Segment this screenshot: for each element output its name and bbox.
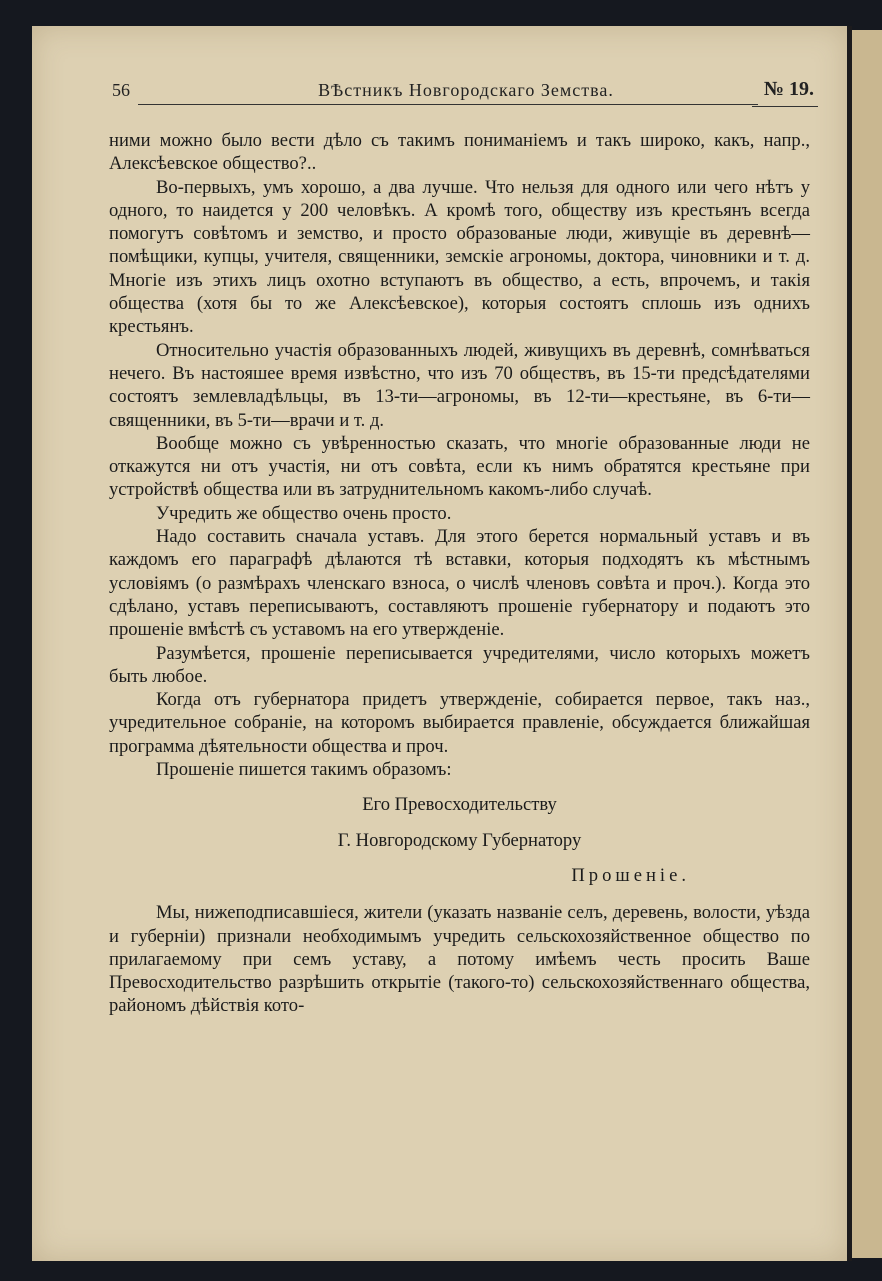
petition-title: Прошеніе. — [571, 864, 690, 886]
article-body — [109, 129, 810, 1018]
petition-text: Мы, нижеподписавшіеся, жители (указать названіе селъ, деревень, волости, уѣзда и губерніи) признали необходимымъ учредить сельскохозяйственное общество по прилагаемому при семъ уставу, а потому имѣемъ честь просить Ваше Превосходительство разрѣшить открытіе (такого-то) сельскохозяйственнаго общества, райономъ дѣйствія кото- — [109, 902, 810, 1017]
header-rule — [138, 104, 758, 105]
header-rule-right — [752, 106, 818, 107]
paragraph: Надо составить сначала уставъ. Для этого берется нормальный уставъ и въ каждомъ его параграфѣ дѣлаются тѣ вставки, которыя подходятъ къ мѣстнымъ условіямъ (о размѣрахъ членскаго взноса, о числѣ членовъ совѣта и проч.). Когда это сдѣлано, уставъ переписываютъ, составляютъ прошеніе губернатору и подаютъ это прошеніе вмѣстѣ съ уставомъ на его утвержденіе. — [109, 526, 810, 641]
paragraph: Когда отъ губернатора придетъ утвержденіе, собирается первое, такъ наз., учредительное собраніе, на которомъ выбирается правленіе, обсуждается ближайшая программа дѣятельности общества и проч. — [109, 689, 810, 757]
paragraph: Вообще можно съ увѣренностью сказать, что многіе образованные люди не откажутся ни отъ участія, ни отъ совѣта, если къ нимъ обратятся крестьяне при устройствѣ общества или въ затруднительномъ какомъ-либо случаѣ. — [109, 432, 810, 501]
page-number: 56 — [112, 80, 130, 100]
issue-number: № 19. — [763, 78, 814, 100]
address-line-2: Г. Новгородскому Губернатору — [337, 829, 582, 851]
journal-title: ВѢстникъ Новгородскаго Земства. — [318, 80, 614, 100]
paragraph: Относительно участія образованныхъ людей, живущихъ въ деревнѣ, сомнѣваться нечего. Въ настояшее время извѣстно, что изъ 70 обществъ, въ 15-ти предсѣдателями состоятъ землевладѣльцы, въ 13-ти—агрономы, въ 12-ти—крестьяне, въ 6-ти—священники, въ 5-ти—врачи и т. д. — [109, 339, 810, 431]
adjacent-page-edge — [851, 30, 882, 1258]
running-header — [112, 80, 820, 110]
paragraph: Учредить же общество очень просто. — [156, 502, 452, 524]
address-line-1: Его Превосходительству — [362, 794, 557, 816]
paragraph: Прошеніе пишется такимъ образомъ: — [156, 759, 452, 781]
paragraph: Разумѣется, прошеніе переписывается учредителями, число которыхъ можетъ быть любое. — [109, 642, 810, 687]
paragraph: ними можно было вести дѣло съ такимъ пониманіемъ и такъ широко, какъ, напр., Алексѣевское общество?.. — [109, 130, 810, 175]
paragraph: Во-первыхъ, умъ хорошо, а два лучше. Что нельзя для одного или чего нѣтъ у одного, то наидется у 200 человѣкъ. А кромѣ того, обществу изъ крестьянъ всегда помогутъ совѣтомъ и земство, и просто образованые люди, живущіе въ деревнѣ—помѣщики, купцы, учителя, священники, земскіе агрономы, доктора, чиновники и т. д. Многіе изъ этихъ лицъ охотно вступаютъ въ общество, а есть, впрочемъ, и такія общества (хотя бы то же Алексѣевское), которыя состоятъ сплошь изъ однихъ крестьянъ. — [109, 176, 810, 338]
